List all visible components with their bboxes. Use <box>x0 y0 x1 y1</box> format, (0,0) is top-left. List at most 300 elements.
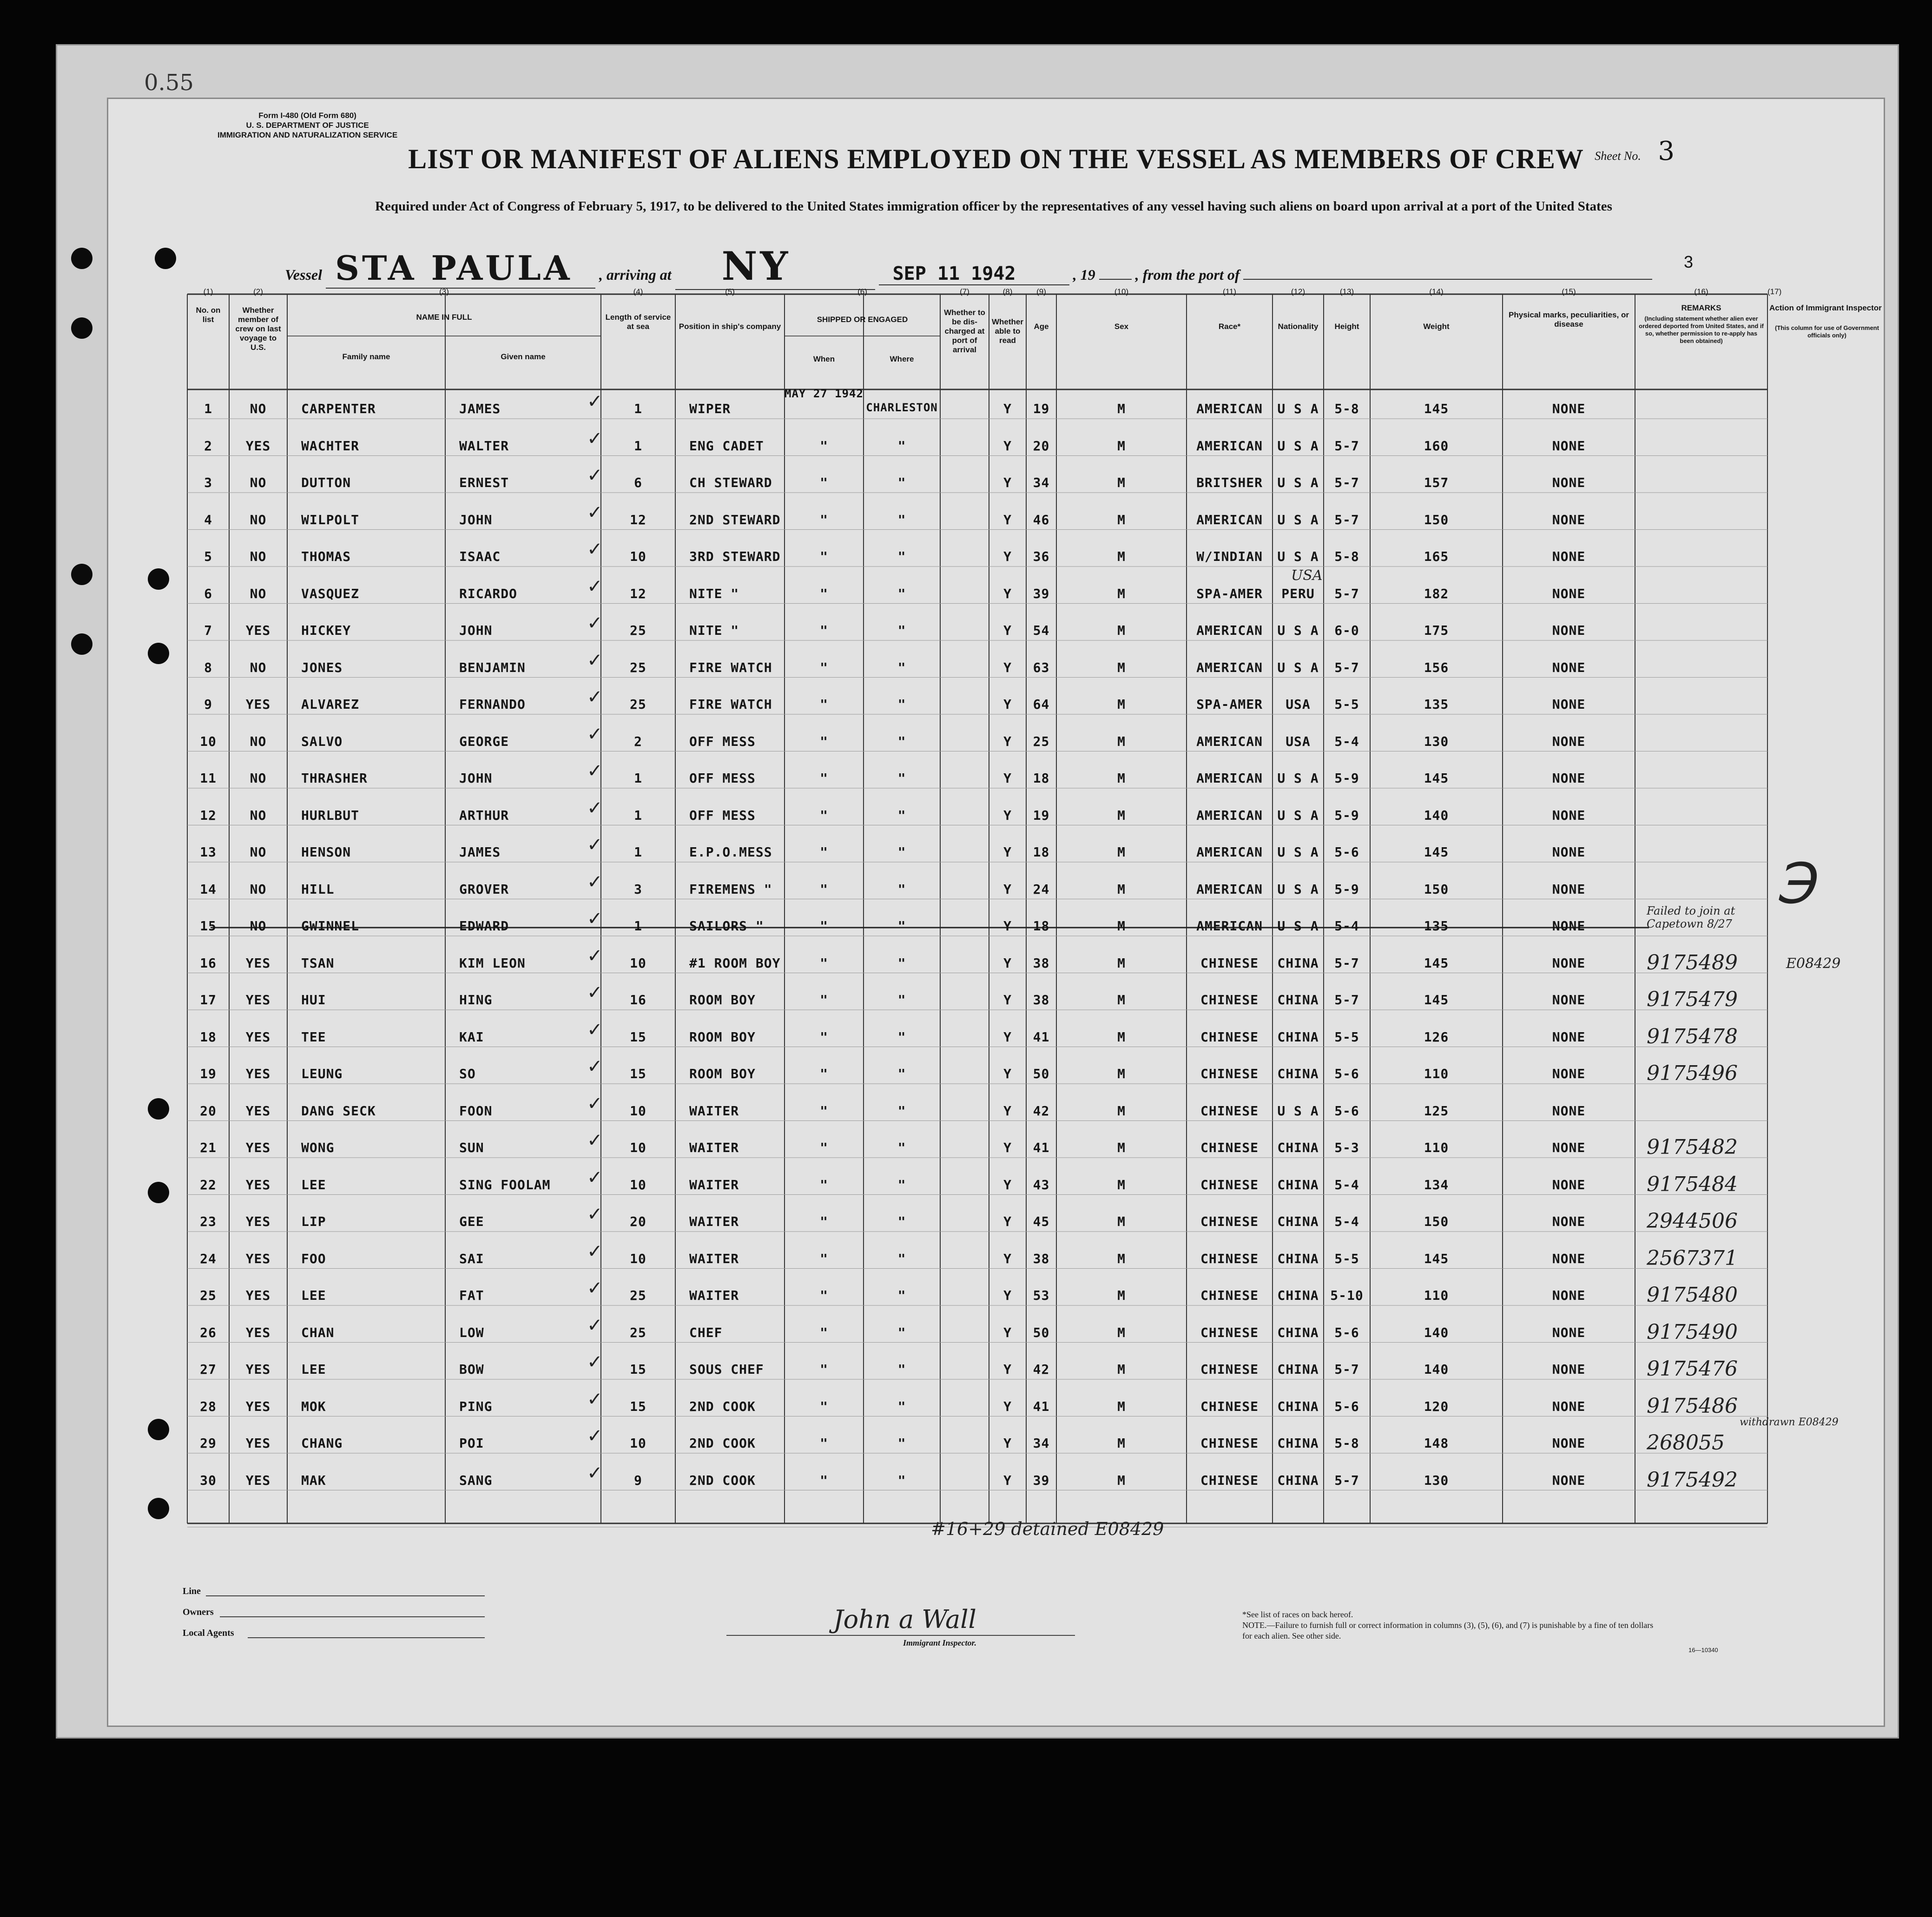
position: E.P.O.MESS <box>689 844 772 860</box>
row-number: 6 <box>204 586 212 601</box>
shipped-where: " <box>897 549 906 564</box>
family-name: CHANG <box>301 1436 343 1451</box>
sex: M <box>1117 771 1126 786</box>
physical-marks: NONE <box>1552 1288 1586 1303</box>
position: OFF MESS <box>689 807 756 823</box>
column-number: (4) <box>633 287 643 296</box>
header-physical-marks: Physical marks, peculiarities, or disease <box>1509 310 1629 329</box>
shipped-where: " <box>897 1140 906 1155</box>
height: 5-5 <box>1334 1029 1359 1045</box>
column-number: (17) <box>1767 287 1782 296</box>
nationality-correction: USA <box>1291 567 1323 584</box>
shipped-where: " <box>897 733 906 749</box>
given-name: PING <box>459 1398 493 1414</box>
member-last-voyage: NO <box>250 586 267 601</box>
row-number: 11 <box>200 771 217 786</box>
race: SPA-AMER <box>1196 697 1263 712</box>
nationality: CHINA <box>1277 1288 1319 1303</box>
row-number: 16 <box>200 955 217 971</box>
given-name: ARTHUR <box>459 807 509 823</box>
nationality: USA <box>1286 733 1311 749</box>
member-last-voyage: YES <box>245 1362 271 1377</box>
check-mark: ✓ <box>587 1241 603 1262</box>
length-of-service: 10 <box>630 549 646 564</box>
able-to-read: Y <box>1003 549 1012 564</box>
check-mark: ✓ <box>587 1167 603 1188</box>
race: CHINESE <box>1200 1103 1259 1119</box>
able-to-read: Y <box>1003 1177 1012 1192</box>
sex: M <box>1117 549 1126 564</box>
nationality: U S A <box>1277 844 1319 860</box>
given-name: BENJAMIN <box>459 659 526 675</box>
column-number: (14) <box>1429 287 1444 296</box>
vessel-label: Vessel <box>285 266 322 283</box>
shipped-when: " <box>820 438 828 454</box>
remark-handwritten: 268055 <box>1647 1431 1725 1455</box>
weight: 140 <box>1424 1324 1449 1340</box>
length-of-service: 25 <box>630 659 646 675</box>
row-number: 22 <box>200 1177 217 1192</box>
shipped-when: " <box>820 1066 828 1081</box>
height: 5-7 <box>1334 659 1359 675</box>
position: NITE " <box>689 586 739 601</box>
age: 18 <box>1033 844 1050 860</box>
weight: 135 <box>1424 918 1449 934</box>
family-name: DUTTON <box>301 475 351 490</box>
check-mark: ✓ <box>587 1352 603 1372</box>
weight: 157 <box>1424 475 1449 490</box>
length-of-service: 2 <box>634 733 642 749</box>
family-name: HUI <box>301 992 326 1008</box>
member-last-voyage: YES <box>245 1288 271 1303</box>
sex: M <box>1117 438 1126 454</box>
given-name: LOW <box>459 1324 484 1340</box>
weight: 145 <box>1424 955 1449 971</box>
physical-marks: NONE <box>1552 771 1586 786</box>
header-able-read: Whether able to read <box>992 317 1023 345</box>
check-mark: ✓ <box>587 1093 603 1114</box>
able-to-read: Y <box>1003 1066 1012 1081</box>
shipped-where: " <box>897 992 906 1008</box>
arriving-label: , arriving at <box>599 266 672 283</box>
weight: 156 <box>1424 659 1449 675</box>
position: WAITER <box>689 1214 739 1229</box>
sex: M <box>1117 586 1126 601</box>
punch-hole <box>71 564 92 585</box>
height: 5-4 <box>1334 918 1359 934</box>
nationality: CHINA <box>1277 1066 1319 1081</box>
form-service: IMMIGRATION AND NATURALIZATION SERVICE <box>218 131 398 139</box>
race: CHINESE <box>1200 1436 1259 1451</box>
family-name: HILL <box>301 881 335 897</box>
row-number: 14 <box>200 881 217 897</box>
position: SAILORS " <box>689 918 764 934</box>
member-last-voyage: YES <box>245 1140 271 1155</box>
check-mark: ✓ <box>587 797 603 818</box>
penalty-note: NOTE.—Failure to furnish full or correct information in columns (3), (5), (6), and (7) is punishable by a fine of ten dollars for each alien. See other side. <box>1242 1621 1654 1640</box>
check-mark: ✓ <box>587 539 603 560</box>
nationality: CHINA <box>1277 1251 1319 1266</box>
length-of-service: 1 <box>634 401 642 416</box>
height: 5-7 <box>1334 475 1359 490</box>
shipped-when: " <box>820 1324 828 1340</box>
family-name: LEUNG <box>301 1066 343 1081</box>
height: 5-8 <box>1334 401 1359 416</box>
given-name: JOHN <box>459 623 493 638</box>
height: 5-5 <box>1334 1251 1359 1266</box>
weight: 130 <box>1424 733 1449 749</box>
column-number: (1) <box>203 287 213 296</box>
check-mark: ✓ <box>587 1019 603 1040</box>
physical-marks: NONE <box>1552 1324 1586 1340</box>
shipped-when: " <box>820 918 828 934</box>
able-to-read: Y <box>1003 1103 1012 1119</box>
shipped-where: " <box>897 1029 906 1045</box>
shipped-when: " <box>820 512 828 527</box>
sex: M <box>1117 955 1126 971</box>
able-to-read: Y <box>1003 771 1012 786</box>
shipped-where: " <box>897 918 906 934</box>
weight: 150 <box>1424 512 1449 527</box>
able-to-read: Y <box>1003 401 1012 416</box>
remark-handwritten: Failed to join at Capetown 8/27 <box>1647 904 1735 930</box>
sex: M <box>1117 697 1126 712</box>
length-of-service: 10 <box>630 1140 646 1155</box>
given-name: SANG <box>459 1472 493 1488</box>
check-mark: ✓ <box>587 982 603 1003</box>
shipped-when: " <box>820 1029 828 1045</box>
row-number: 28 <box>200 1398 217 1414</box>
nationality: U S A <box>1277 659 1319 675</box>
shipped-where: " <box>897 438 906 454</box>
header-name-in-full: NAME IN FULL <box>416 313 472 322</box>
shipped-where: " <box>897 697 906 712</box>
shipped-when: " <box>820 1436 828 1451</box>
physical-marks: NONE <box>1552 586 1586 601</box>
weight: 125 <box>1424 1103 1449 1119</box>
age: 41 <box>1033 1029 1050 1045</box>
height: 5-7 <box>1334 992 1359 1008</box>
physical-marks: NONE <box>1552 549 1586 564</box>
header-length-service: Length of service at sea <box>605 313 671 331</box>
remark-handwritten: 9175489 <box>1647 950 1738 975</box>
nationality: U S A <box>1277 512 1319 527</box>
family-name: VASQUEZ <box>301 586 360 601</box>
age: 45 <box>1033 1214 1050 1229</box>
row-number: 4 <box>204 512 212 527</box>
row-number: 24 <box>200 1251 217 1266</box>
shipped-where: " <box>897 1066 906 1081</box>
weight: 126 <box>1424 1029 1449 1045</box>
height: 5-9 <box>1334 771 1359 786</box>
sex: M <box>1117 1472 1126 1488</box>
height: 5-6 <box>1334 1103 1359 1119</box>
weight: 150 <box>1424 1214 1449 1229</box>
manifest-sheet <box>107 98 1885 1727</box>
length-of-service: 10 <box>630 955 646 971</box>
length-of-service: 15 <box>630 1398 646 1414</box>
family-name: THOMAS <box>301 549 351 564</box>
column-number: (13) <box>1339 287 1354 296</box>
sex: M <box>1117 1177 1126 1192</box>
sex: M <box>1117 1362 1126 1377</box>
header-discharged: Whether to be dis-charged at port of arrival <box>944 308 985 354</box>
page-number: 3 <box>1684 252 1694 271</box>
member-last-voyage: YES <box>245 1029 271 1045</box>
race: AMERICAN <box>1196 401 1263 416</box>
position: OFF MESS <box>689 771 756 786</box>
row-number: 20 <box>200 1103 217 1119</box>
family-name: HENSON <box>301 844 351 860</box>
height: 5-4 <box>1334 1214 1359 1229</box>
crew-table <box>108 285 1884 1581</box>
member-last-voyage: YES <box>245 1177 271 1192</box>
member-last-voyage: NO <box>250 659 267 675</box>
nationality: PERU <box>1281 586 1315 601</box>
member-last-voyage: YES <box>245 438 271 454</box>
given-name: BOW <box>459 1362 484 1377</box>
position: CHEF <box>689 1324 723 1340</box>
nationality: U S A <box>1277 881 1319 897</box>
race: CHINESE <box>1200 1140 1259 1155</box>
nationality: CHINA <box>1277 1214 1319 1229</box>
given-name: JOHN <box>459 512 493 527</box>
shipped-when: " <box>820 1214 828 1229</box>
position: FIRE WATCH <box>689 659 772 675</box>
sex: M <box>1117 1436 1126 1451</box>
race: AMERICAN <box>1196 659 1263 675</box>
weight: 110 <box>1424 1140 1449 1155</box>
position: WAITER <box>689 1140 739 1155</box>
row-number: 21 <box>200 1140 217 1155</box>
position: 3RD STEWARD <box>689 549 781 564</box>
column-number: (9) <box>1036 287 1046 296</box>
nationality: CHINA <box>1277 1140 1319 1155</box>
weight: 135 <box>1424 697 1449 712</box>
family-name: WACHTER <box>301 438 360 454</box>
remark-handwritten: 9175490 <box>1647 1320 1738 1344</box>
family-name: TEE <box>301 1029 326 1045</box>
sex: M <box>1117 1103 1126 1119</box>
family-name: WONG <box>301 1140 335 1155</box>
race: CHINESE <box>1200 992 1259 1008</box>
column-number: (11) <box>1223 287 1236 296</box>
physical-marks: NONE <box>1552 623 1586 638</box>
detained-note: #16+29 detained E08429 <box>931 1519 1164 1539</box>
member-last-voyage: NO <box>250 918 267 934</box>
family-name: CHAN <box>301 1324 335 1340</box>
nationality: USA <box>1286 697 1311 712</box>
nationality: U S A <box>1277 549 1319 564</box>
nationality: U S A <box>1277 623 1319 638</box>
shipped-where: " <box>897 955 906 971</box>
check-mark: ✓ <box>587 1426 603 1446</box>
vessel-line <box>285 243 1652 290</box>
height: 5-5 <box>1334 697 1359 712</box>
race: CHINESE <box>1200 1398 1259 1414</box>
position: ROOM BOY <box>689 992 756 1008</box>
given-name: HING <box>459 992 493 1008</box>
member-last-voyage: YES <box>245 1324 271 1340</box>
column-number: (3) <box>439 287 449 296</box>
family-name: HURLBUT <box>301 807 360 823</box>
sex: M <box>1117 623 1126 638</box>
column-number: (15) <box>1562 287 1576 296</box>
family-name: ALVAREZ <box>301 697 360 712</box>
remark-handwritten: 9175496 <box>1647 1061 1738 1085</box>
nationality: CHINA <box>1277 1362 1319 1377</box>
position: 2ND COOK <box>689 1472 756 1488</box>
length-of-service: 1 <box>634 844 642 860</box>
given-name: EDWARD <box>459 918 509 934</box>
shipped-when: " <box>820 623 828 638</box>
row-number: 13 <box>200 844 217 860</box>
shipped-when: " <box>820 659 828 675</box>
family-name: MAK <box>301 1472 326 1488</box>
form-department: U. S. DEPARTMENT OF JUSTICE <box>246 121 369 130</box>
member-last-voyage: NO <box>250 771 267 786</box>
age: 41 <box>1033 1140 1050 1155</box>
height: 5-7 <box>1334 586 1359 601</box>
weight: 120 <box>1424 1398 1449 1414</box>
able-to-read: Y <box>1003 955 1012 971</box>
shipped-where: " <box>897 771 906 786</box>
check-mark: ✓ <box>587 1278 603 1298</box>
family-name: THRASHER <box>301 771 368 786</box>
line-label: Line <box>183 1586 201 1596</box>
header-action-sub: (This column for use of Government officials only) <box>1775 324 1879 339</box>
remark-handwritten: 9175484 <box>1647 1172 1738 1196</box>
check-mark: ✓ <box>587 871 603 892</box>
height: 5-6 <box>1334 844 1359 860</box>
check-mark: ✓ <box>587 428 603 449</box>
weight: 110 <box>1424 1288 1449 1303</box>
age: 41 <box>1033 1398 1050 1414</box>
sex: M <box>1117 1324 1126 1340</box>
row-number: 18 <box>200 1029 217 1045</box>
header-where: Where <box>890 355 914 363</box>
able-to-read: Y <box>1003 1324 1012 1340</box>
header-height: Height <box>1334 322 1359 331</box>
owners-label: Owners <box>183 1607 214 1617</box>
weight: 110 <box>1424 1066 1449 1081</box>
row-number: 25 <box>200 1288 217 1303</box>
physical-marks: NONE <box>1552 733 1586 749</box>
physical-marks: NONE <box>1552 512 1586 527</box>
weight: 145 <box>1424 401 1449 416</box>
physical-marks: NONE <box>1552 955 1586 971</box>
race: CHINESE <box>1200 1066 1259 1081</box>
check-mark: ✓ <box>587 724 603 744</box>
sex: M <box>1117 844 1126 860</box>
shipped-when: " <box>820 475 828 490</box>
length-of-service: 25 <box>630 1324 646 1340</box>
given-name: KIM LEON <box>459 955 526 971</box>
given-name: ERNEST <box>459 475 509 490</box>
shipped-when: " <box>820 1251 828 1266</box>
row-number: 9 <box>204 697 212 712</box>
header-age: Age <box>1034 322 1049 331</box>
weight: 145 <box>1424 992 1449 1008</box>
age: 54 <box>1033 623 1050 638</box>
age: 53 <box>1033 1288 1050 1303</box>
nationality: CHINA <box>1277 992 1319 1008</box>
physical-marks: NONE <box>1552 844 1586 860</box>
height: 5-7 <box>1334 1472 1359 1488</box>
age: 42 <box>1033 1362 1050 1377</box>
sex: M <box>1117 401 1126 416</box>
races-note: *See list of races on back hereof. <box>1242 1610 1353 1619</box>
able-to-read: Y <box>1003 844 1012 860</box>
weight: 140 <box>1424 1362 1449 1377</box>
family-name: HICKEY <box>301 623 351 638</box>
shipped-where: " <box>897 1288 906 1303</box>
given-name: RICARDO <box>459 586 518 601</box>
sex: M <box>1117 1214 1126 1229</box>
weight: 160 <box>1424 438 1449 454</box>
shipped-when: " <box>820 1288 828 1303</box>
given-name: JOHN <box>459 771 493 786</box>
height: 5-9 <box>1334 881 1359 897</box>
shipped-where: " <box>897 623 906 638</box>
member-last-voyage: YES <box>245 697 271 712</box>
nationality: U S A <box>1277 401 1319 416</box>
row-number: 30 <box>200 1472 217 1488</box>
arrival-port: NY <box>675 243 875 290</box>
able-to-read: Y <box>1003 881 1012 897</box>
race: CHINESE <box>1200 1288 1259 1303</box>
physical-marks: NONE <box>1552 1362 1586 1377</box>
punch-hole <box>71 248 92 269</box>
check-mark: ✓ <box>587 1462 603 1483</box>
length-of-service: 16 <box>630 992 646 1008</box>
sex: M <box>1117 733 1126 749</box>
age: 50 <box>1033 1066 1050 1081</box>
header-when: When <box>813 355 835 363</box>
header-no-on-list: No. on list <box>196 306 221 324</box>
physical-marks: NONE <box>1552 475 1586 490</box>
race: CHINESE <box>1200 1214 1259 1229</box>
height: 5-7 <box>1334 438 1359 454</box>
given-name: SING FOOLAM <box>459 1177 551 1192</box>
position: ROOM BOY <box>689 1066 756 1081</box>
given-name: GROVER <box>459 881 509 897</box>
height: 6-0 <box>1334 623 1359 638</box>
position: SOUS CHEF <box>689 1362 764 1377</box>
nationality: U S A <box>1277 438 1319 454</box>
form-number: Form I-480 (Old Form 680) <box>258 111 356 120</box>
position: NITE " <box>689 623 739 638</box>
shipped-where: " <box>897 844 906 860</box>
header-given-name: Given name <box>501 352 546 361</box>
form-identifier <box>218 111 397 140</box>
height: 5-6 <box>1334 1066 1359 1081</box>
height: 5-6 <box>1334 1398 1359 1414</box>
shipped-where: " <box>897 1177 906 1192</box>
row-number: 27 <box>200 1362 217 1377</box>
check-mark: ✓ <box>587 576 603 597</box>
column-number: (8) <box>1002 287 1013 296</box>
length-of-service: 15 <box>630 1066 646 1081</box>
able-to-read: Y <box>1003 1251 1012 1266</box>
sex: M <box>1117 1140 1126 1155</box>
header-nationality: Nationality <box>1278 322 1319 331</box>
able-to-read: Y <box>1003 1288 1012 1303</box>
header-shipped-engaged: SHIPPED OR ENGAGED <box>817 315 908 324</box>
remark-handwritten: 9175492 <box>1647 1468 1738 1492</box>
column-number: (6) <box>857 287 867 296</box>
shipped-when: " <box>820 771 828 786</box>
